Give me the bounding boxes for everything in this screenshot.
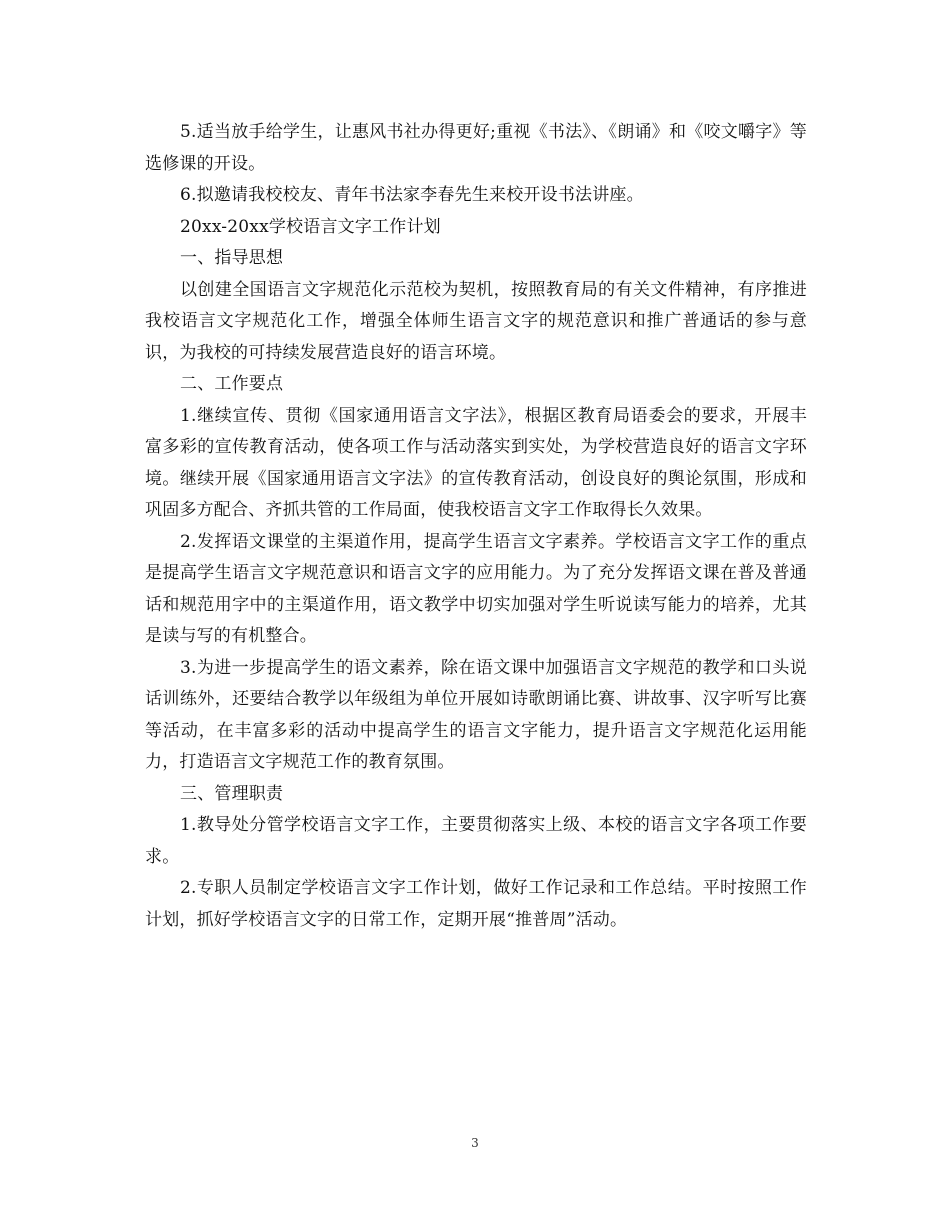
- paragraph-guiding-thought: 以创建全国语言文字规范化示范校为契机，按照教育局的有关文件精神，有序推进我校语言文字规范化工作，增强全体师生语言文字的规范意识和推广普通话的参与意识，为我校的可持续发展营造良好的语言环境。: [145, 279, 807, 363]
- paragraph-duty-1: 1.教导处分管学校语言文字工作，主要贯彻落实上级、本校的语言文字各项工作要求。: [145, 815, 807, 867]
- document-body: [145, 117, 807, 936]
- paragraph-work-point-1: 1.继续宣传、贯彻《国家通用语言文字法》，根据区教育局语委会的要求，开展丰富多彩的宣传教育活动，使各项工作与活动落实到实处，为学校营造良好的语言文字环境。继续开展《国家通用语言文字法》的宣传教育活动，创设良好的舆论氛围，形成和巩固多方配合、齐抓共管的工作局面，使我校语言文字工作取得长久效果。: [145, 405, 807, 520]
- section-heading-guiding-thought: 一、指导思想: [180, 248, 284, 268]
- paragraph-work-point-3: 3.为进一步提高学生的语文素养，除在语文课中加强语言文字规范的教学和口头说话训练外，还要结合教学以年级组为单位开展如诗歌朗诵比赛、讲故事、汉字听写比赛等活动，在丰富多彩的活动中提高学生的语言文字能力，提升语言文字规范化运用能力，打造语言文字规范工作的教育氛围。: [145, 657, 807, 772]
- paragraph-item-6: 6.拟邀请我校校友、青年书法家李春先生来校开设书法讲座。: [180, 185, 644, 205]
- section-heading-management-duties: 三、管理职责: [180, 783, 284, 804]
- paragraph-duty-2: 2.专职人员制定学校语言文字工作计划，做好工作记录和工作总结。平时按照工作计划，抓好学校语言文字的日常工作，定期开展“推普周”活动。: [145, 878, 807, 930]
- paragraph-item-5: 5.适当放手给学生，让惠风书社办得更好;重视《书法》、《朗诵》和《咬文嚼字》等选修课的开设。: [145, 122, 807, 174]
- paragraph-work-point-2: 2.发挥语文课堂的主渠道作用，提高学生语言文字素养。学校语言文字工作的重点是提高学生语言文字规范意识和语言文字的应用能力。为了充分发挥语文课在普及普通话和规范用字中的主渠道作用，语文教学中切实加强对学生听说读写能力的培养，尤其是读与写的有机整合。: [145, 531, 807, 646]
- page-number: 3: [471, 1136, 479, 1150]
- plan-title: 20xx-20xx学校语言文字工作计划: [180, 216, 441, 237]
- section-heading-work-points: 二、工作要点: [180, 374, 284, 394]
